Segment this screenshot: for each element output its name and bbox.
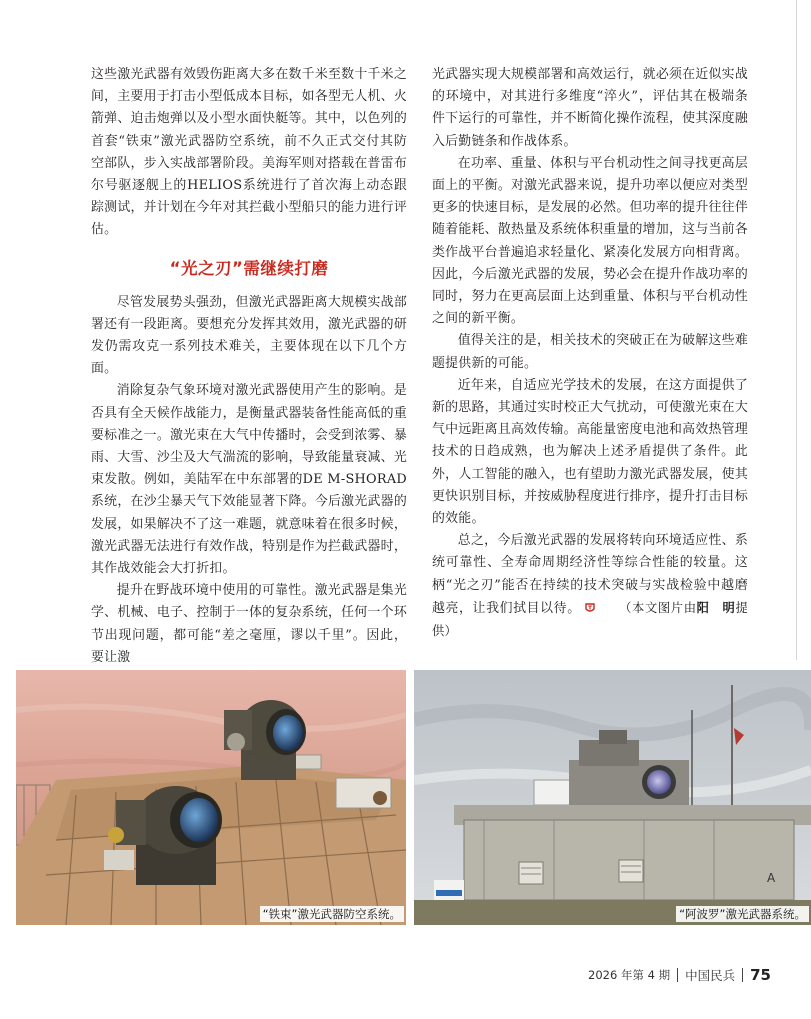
page-edge-rule [796, 0, 797, 660]
issue-label: 2026 年第 4 期 [588, 968, 671, 982]
credit-suffix: 提供） [432, 600, 748, 639]
paragraph-text: 总之，今后激光武器的发展将转向环境适应性、系统可靠性、全寿命周期经济性等综合性能的较量。这柄“光之刃”能否在持续的技术突破与实战检验中越磨越亮，让我们拭目以待。 [432, 533, 748, 616]
credit-name: 阳 明 [696, 599, 736, 615]
page-footer [588, 964, 771, 986]
section-heading: “光之刃”需继续打磨 [169, 258, 329, 278]
paragraph: 这些激光武器有效毁伤距离大多在数千米至数十千米之间，主要用于打击小型低成本目标，如各型无人机、火箭弹、迫击炮弹以及小型水面快艇等。其中，以色列的首套“铁束”激光武器防空系统，前不久正式交付其防空部队，步入实战部署阶段。美海军则对搭载在普雷布尔号驱逐舰上的HELIOS系统进行了首次海上动态跟踪测试，并计划在今年对其拦截小型船只的能力进行评估。 [91, 67, 407, 238]
page-number: 75 [750, 966, 771, 984]
magazine-name: 中国民兵 [685, 968, 736, 983]
photo-caption: “阿波罗”激光武器系统。 [676, 906, 809, 922]
photo-iron-beam-image [16, 670, 406, 925]
footer-divider [677, 968, 678, 982]
paragraph-final [432, 530, 748, 643]
container-marking: A [767, 871, 776, 885]
paragraph: 在功率、重量、体积与平台机动性之间寻找更高层面上的平衡。对激光武器来说，提升功率以便应对类型更多的快速目标，是发展的必然。但功率的提升往往伴随着能耗、散热量及系统体积重量的增加，这与当前各类作战平台普遍追求轻量化、紧凑化发展方向相背离。因此，今后激光武器的发展，势必会在提升作战功率的同时，努力在更高层面上达到重量、体积与平台机动性之间的新平衡。 [432, 155, 748, 327]
paragraph: 尽管发展势头强劲，但激光武器距离大规模实战部署还有一段距离。要想充分发挥其效用，激光武器的研发仍需攻克一系列技术难关，主要体现在以下几个方面。 [91, 294, 407, 377]
paragraph: 消除复杂气象环境对激光武器使用产生的影响。是否具有全天候作战能力，是衡量武器装备性能高低的重要标准之一。激光束在大气中传播时，会受到浓雾、暴雨、大雪、沙尘及大气湍流的影响，导致能量衰减、光束发散。例如，美陆军在中东部署的DE M-SHORAD系统，在沙尘暴天气下效能显著下降。今后激光武器的发展，如果解决不了这一难题，就意味着在很多时候，激光武器无法进行有效作战，特别是作为拦截武器时，其作战效能会大打折扣。 [91, 383, 407, 577]
end-mark-icon [585, 603, 595, 613]
paragraph: 光武器实现大规模部署和高效运行，就必须在近似实战的环境中，对其进行多维度“淬火”，评估其在极端条件下运行的可靠性，并不断简化操作流程，使其深度融入后勤链条和作战体系。 [432, 67, 748, 149]
photo-apollo [414, 670, 811, 925]
article-column-left [91, 64, 407, 669]
footer-divider [742, 968, 743, 982]
photo-caption: “铁束”激光武器防空系统。 [260, 906, 404, 922]
credit-prefix: （本文图片由 [618, 600, 697, 615]
photo-apollo-image [414, 670, 811, 925]
paragraph: 近年来，自适应光学技术的发展，在这方面提供了新的思路，其通过实时校正大气扰动，可使激光束在大气中远距离且高效传输。高能量密度电池和高效热管理技术的日趋成熟，也为解决上述矛盾提供了条件。此外，人工智能的融入，也有望助力激光武器发展，使其更快识别目标，并按威胁程度进行排序，提升打击目标的效能。 [432, 377, 748, 527]
paragraph: 值得关注的是，相关技术的突破正在为破解这些难题提供新的可能。 [432, 333, 748, 371]
photo-iron-beam [16, 670, 406, 925]
paragraph: 提升在野战环境中使用的可靠性。激光武器是集光学、机械、电子、控制于一体的复杂系统，任何一个环节出现问题，都可能“差之毫厘，谬以千里”。因此，要让激 [91, 583, 407, 665]
article-column-right [432, 64, 748, 643]
